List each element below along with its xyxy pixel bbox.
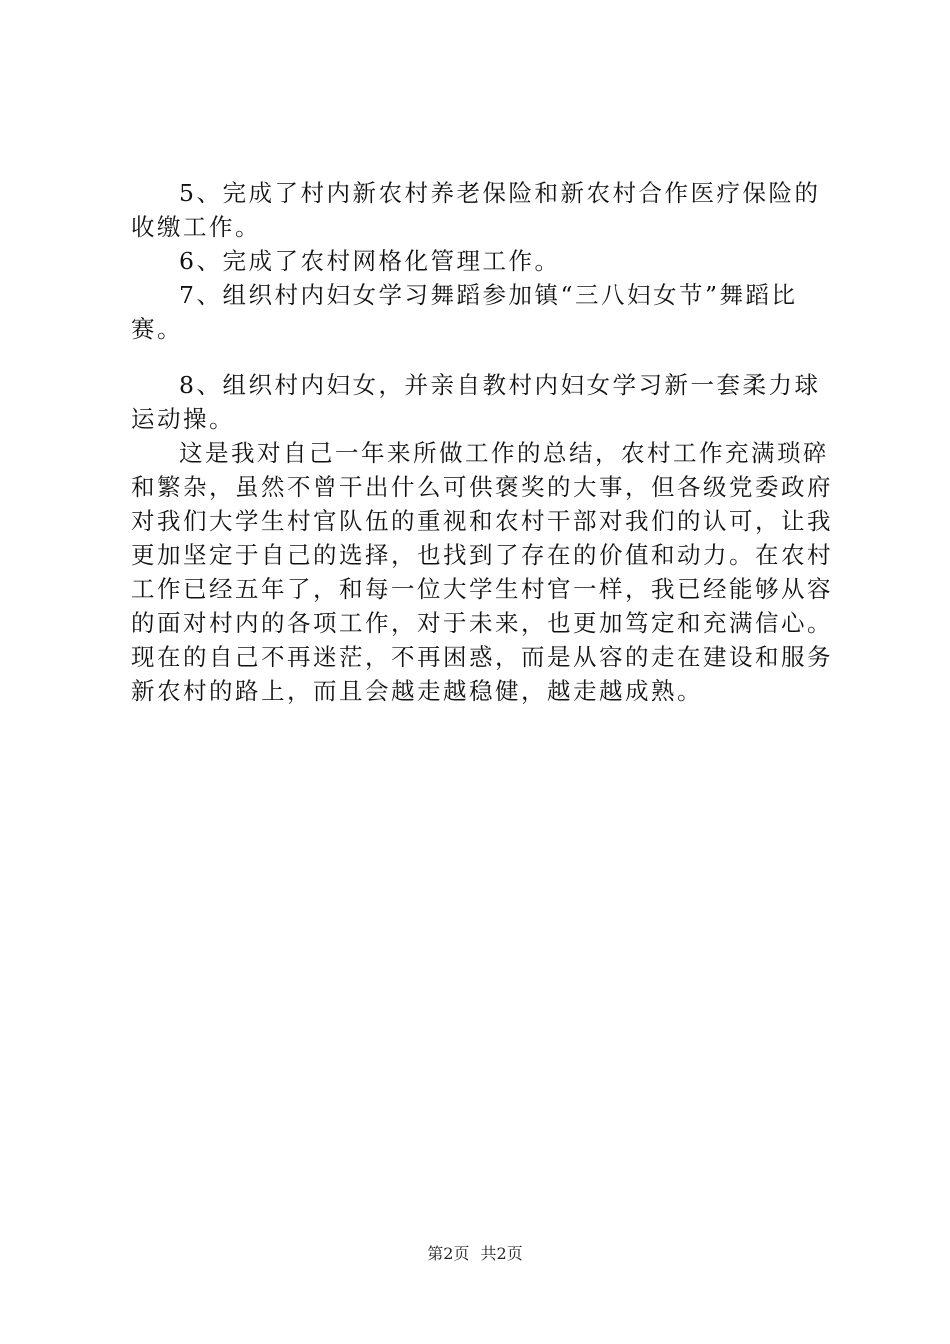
page-number-current: 第2页 bbox=[427, 1244, 470, 1263]
page-footer bbox=[0, 1243, 950, 1265]
page-number-total: 共2页 bbox=[480, 1244, 523, 1263]
paragraph-item-7: 7、组织村内妇女学习舞蹈参加镇“三八妇女节”舞蹈比赛。 bbox=[131, 281, 798, 343]
paragraph-spacer bbox=[131, 346, 841, 368]
paragraph-item-6: 6、完成了农村网格化管理工作。 bbox=[179, 247, 561, 275]
paragraph-item-5: 5、完成了村内新农村养老保险和新农村合作医疗保险的收缴工作。 bbox=[131, 179, 821, 241]
paragraph-item-8: 8、组织村内妇女，并亲自教村内妇女学习新一套柔力球运动操。 bbox=[131, 371, 821, 433]
document-body bbox=[131, 176, 841, 708]
summary-paragraph: 这是我对自己一年来所做工作的总结，农村工作充满琐碎和繁杂，虽然不曾干出什么可供褒奖的大事，但各级党委政府对我们大学生村官队伍的重视和农村干部对我们的认可，让我更加坚定于自己的选择，也找到了存在的价值和动力。在农村工作已经五年了，和每一位大学生村官一样，我已经能够从容的面对村内的各项工作，对于未来，也更加笃定和充满信心。现在的自己不再迷茫，不再困惑，而是从容的走在建设和服务新农村的路上，而且会越走越稳健，越走越成熟。 bbox=[131, 439, 833, 705]
